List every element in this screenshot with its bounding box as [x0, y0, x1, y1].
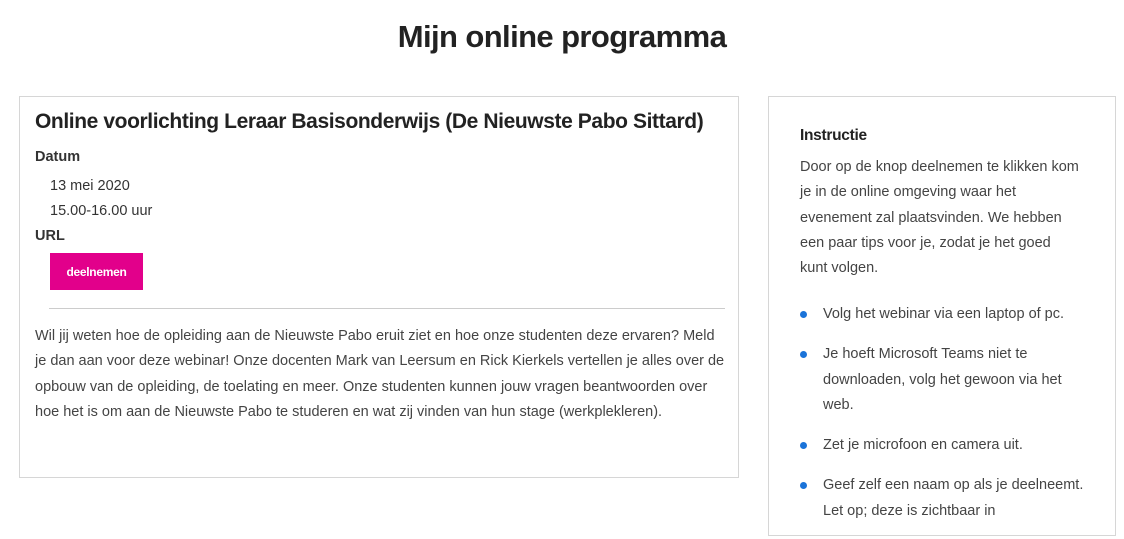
bullet-icon: [800, 442, 807, 449]
bullet-icon: [800, 351, 807, 358]
instruction-text: Door op de knop deelnemen te klikken kom je in de online omgeving waar het evenement zal plaatsvinden. We hebben een paar tips voor je, zodat je het goed kunt volgen.: [800, 159, 1079, 277]
bullet-icon: [800, 311, 807, 318]
date-label: Datum: [35, 149, 81, 165]
list-item: [800, 433, 1090, 458]
list-item: [800, 342, 1090, 418]
event-description: Wil jij weten hoe de opleiding aan de Nieuwste Pabo eruit ziet en hoe onze studenten deze ervaren? Meld je dan aan voor deze webinar! Onze docenten Mark van Leersum en Rick Kierkels vertellen je alles over de opbouw van de opleiding, de toelating en meer. Onze studenten kunnen jouw vragen beantwoorden over hoe het is om aan de Nieuwste Pabo te studeren en wat zij vinden van hun stage (werkplekleren).: [35, 328, 725, 420]
divider: [49, 308, 725, 309]
tips-list: [800, 302, 1090, 539]
tip-text: Zet je microfoon en camera uit.: [823, 437, 1023, 454]
event-time: 15.00-16.00 uur: [50, 203, 153, 219]
event-card: [19, 96, 739, 478]
list-item: [800, 302, 1090, 327]
tip-text: Je hoeft Microsoft Teams niet te downloaden, volg het gewoon via het web.: [823, 346, 1062, 413]
url-label: URL: [35, 228, 65, 244]
join-button[interactable]: deelnemen: [50, 253, 143, 290]
tip-text: Volg het webinar via een laptop of pc.: [823, 306, 1065, 322]
list-item: [800, 473, 1090, 524]
page-title: Mijn online programma: [397, 19, 727, 54]
tip-text: Geef zelf een naam op als je deelneemt. Let op; deze is zichtbaar in: [823, 477, 1084, 519]
event-date: 13 mei 2020: [50, 178, 130, 194]
bullet-icon: [800, 482, 807, 489]
event-title: Online voorlichting Leraar Basisonderwijs (De Nieuwste Pabo Sittard): [35, 110, 704, 133]
instruction-title: Instructie: [800, 127, 867, 144]
instruction-card: [768, 96, 1116, 536]
